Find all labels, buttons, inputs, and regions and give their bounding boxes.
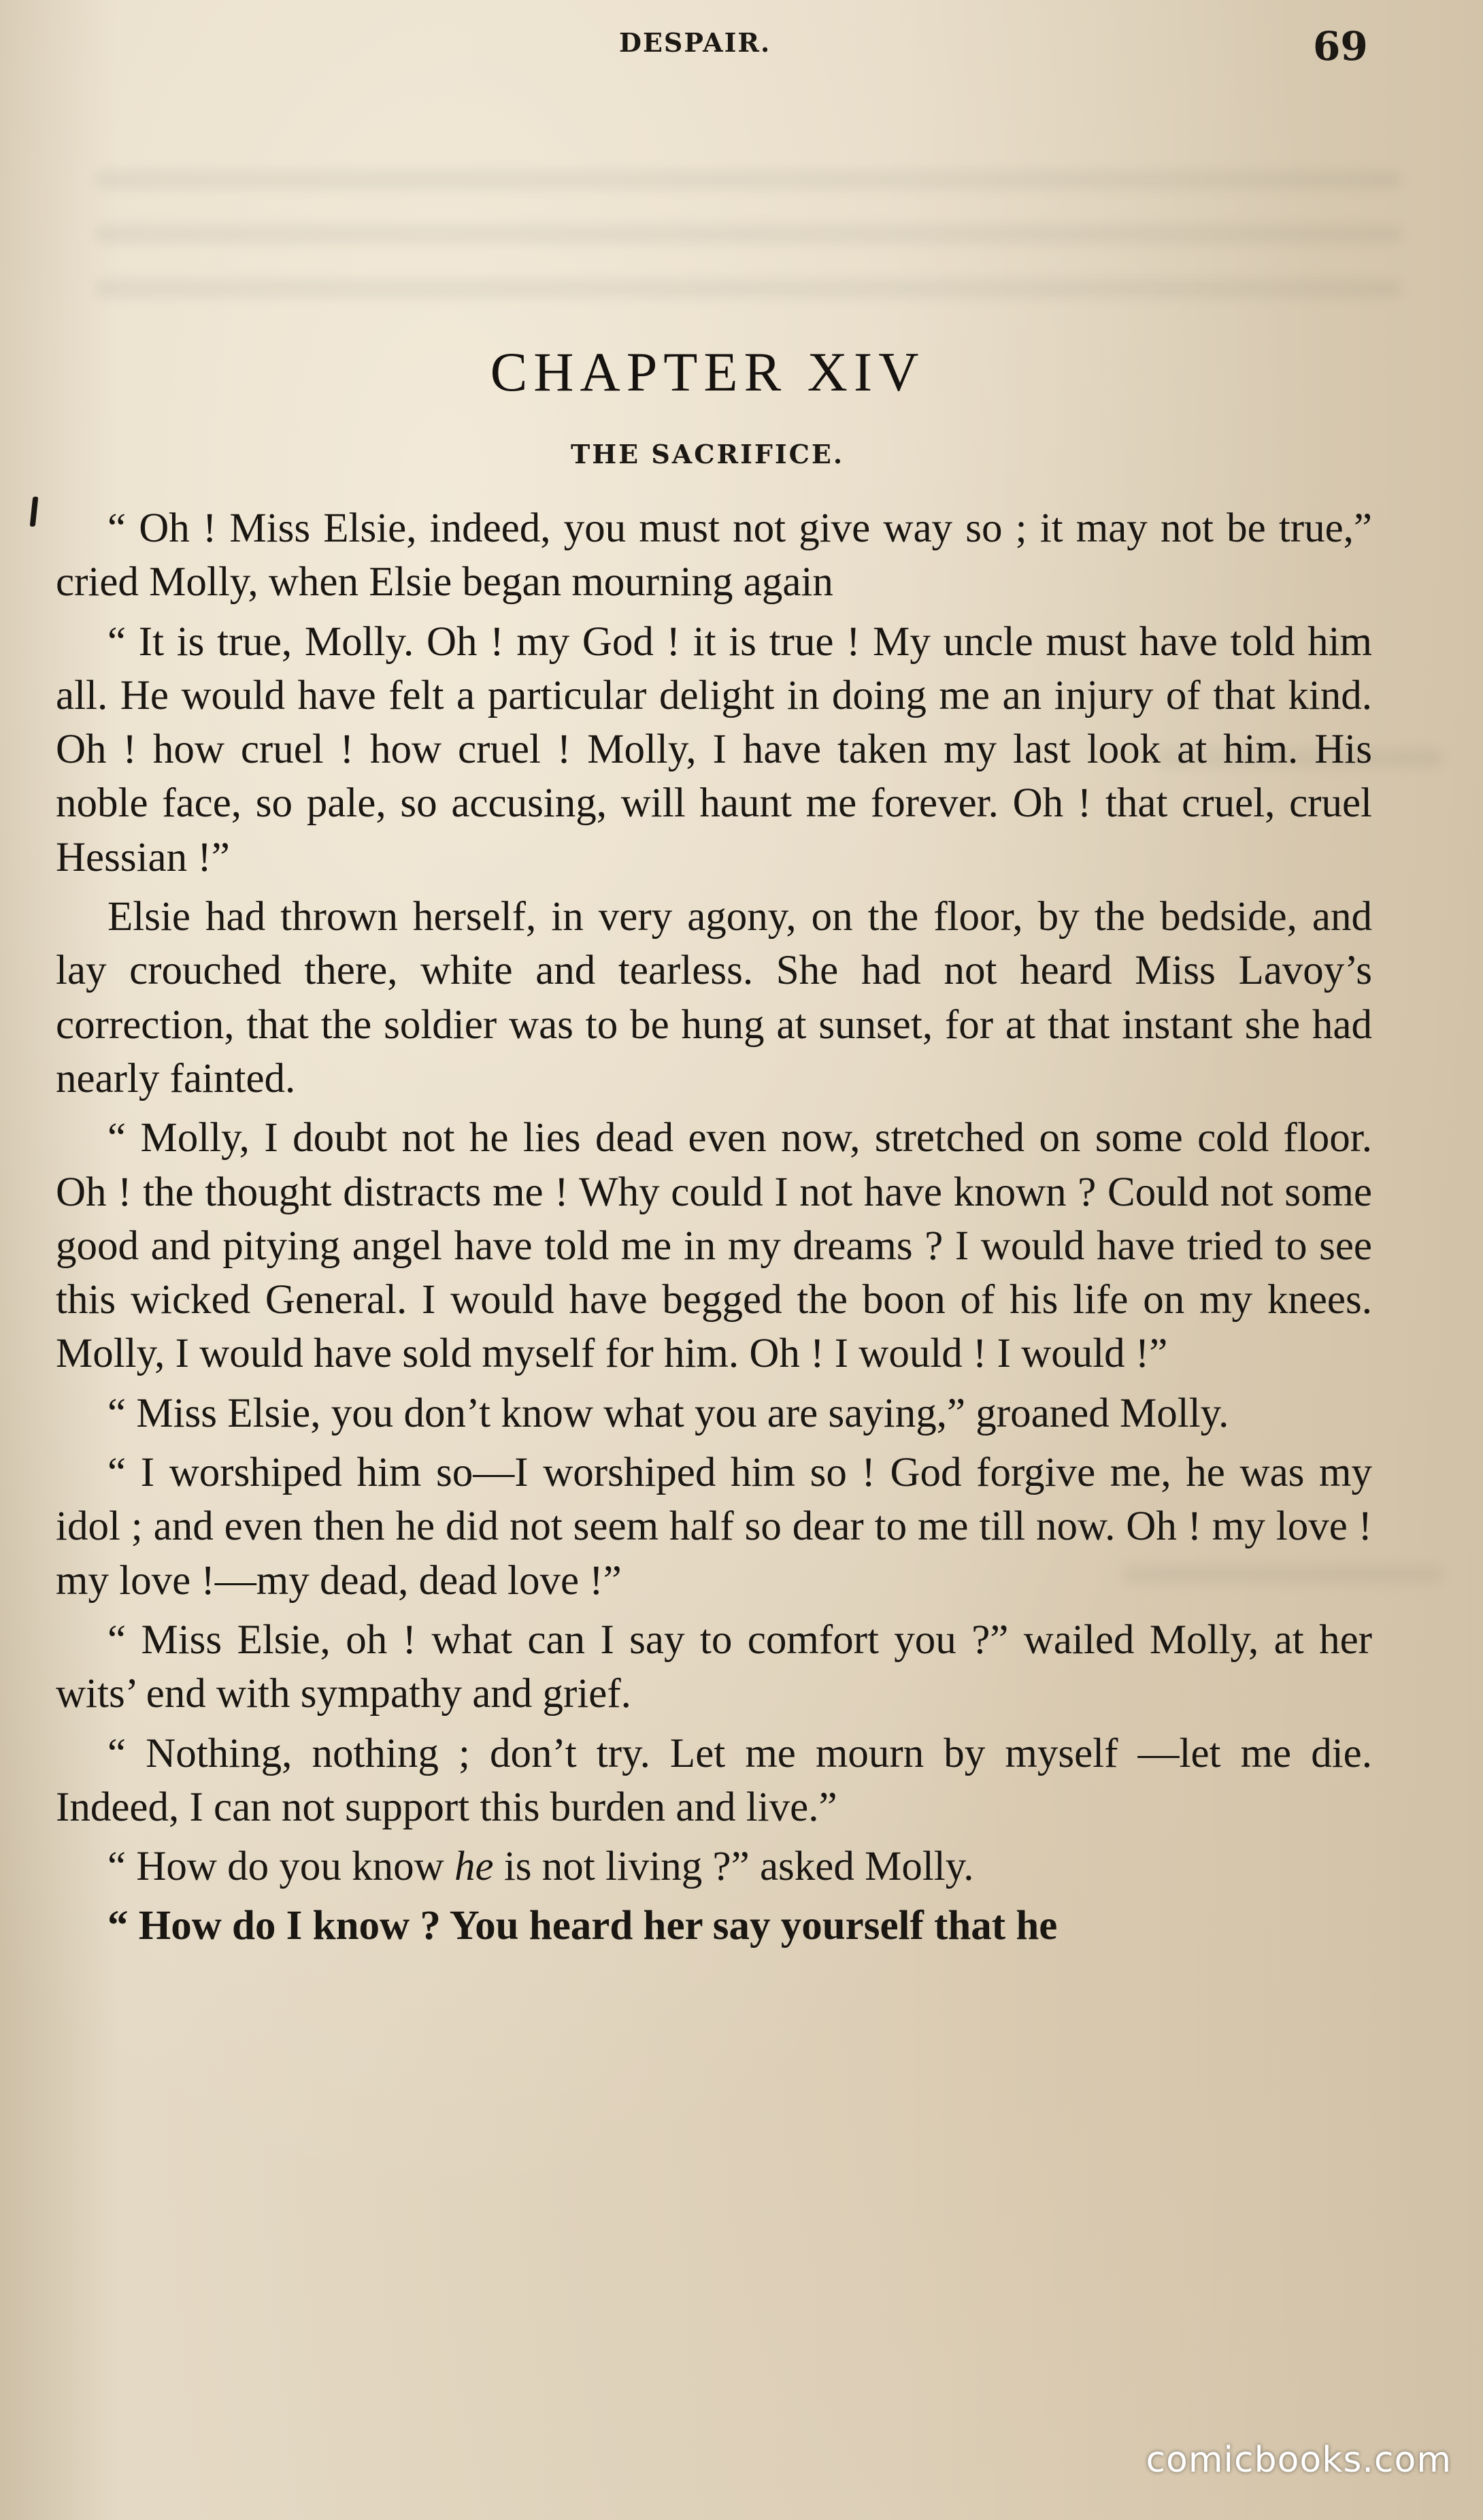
paragraph: Elsie had thrown herself, in very agony, on the floor, by the bedside, and lay crouched there, white and tearless. She had not heard Miss Lavoy’s correction, that the soldier was to be hung at sunset, for at that instant she had nearly fainted. [56,894,1372,1101]
running-title: DESPAIR. [619,27,771,58]
paragraph: “ Oh ! Miss Elsie, indeed, you must not give way so ; it may not be true,” cried Molly, when Elsie began mourning again [56,505,1372,606]
chapter-title: CHAPTER XIV [490,341,925,403]
cutoff-line: “ How do I know ? You heard her say yourself that he [107,1903,1058,1949]
paragraph: “ Miss Elsie, oh ! what can I say to comfort you ?” wailed Molly, at her wits’ end with sympathy and grief. [56,1617,1372,1717]
paragraph-text: is not living ?” asked Molly. [493,1844,974,1890]
body-text [56,501,1372,1959]
paragraph: “ I worshiped him so—I worshiped him so ! God forgive me, he was my idol ; and even then he did not seem half so dear to me till now. Oh ! my love ! my love !—my dead, dead love !” [56,1450,1372,1604]
emphasized-word: he [454,1844,494,1890]
paragraph [56,1840,1372,1893]
running-head [0,23,1483,69]
paragraph: “ Molly, I doubt not he lies dead even now, stretched on some cold floor. Oh ! the thought distracts me ! Why could I not have known ? Could not some good and pitying angel have told me in my dreams ? I would have tried to see this wicked General. I would have begged the boon of his life on my knees. Molly, I would have sold myself for him. Oh ! I would ! I would !” [56,1115,1372,1377]
show-through-text [95,170,1401,189]
paragraph: “ It is true, Molly. Oh ! my God ! it is true ! My uncle must have told him all. He would have felt a particular delight in doing me an injury of that kind. Oh ! how cruel ! how cruel ! Molly, I have taken my last look at him. His noble face, so pale, so accusing, will haunt me forever. Oh ! that cruel, cruel Hessian !” [56,618,1372,880]
page-number: 69 [1313,23,1368,69]
paragraph: “ Nothing, nothing ; don’t try. Let me mourn by myself —let me die. Indeed, I can not support this burden and live.” [56,1730,1372,1830]
show-through-text [95,225,1401,244]
watermark: comicbooks.com [1146,2440,1452,2481]
margin-mark [30,497,39,527]
paragraph: “ Miss Elsie, you don’t know what you are saying,” groaned Molly. [107,1390,1229,1436]
show-through-text [95,279,1401,298]
chapter-subtitle: THE SACRIFICE. [570,439,845,469]
paragraph-text: “ How do you know [107,1844,454,1890]
